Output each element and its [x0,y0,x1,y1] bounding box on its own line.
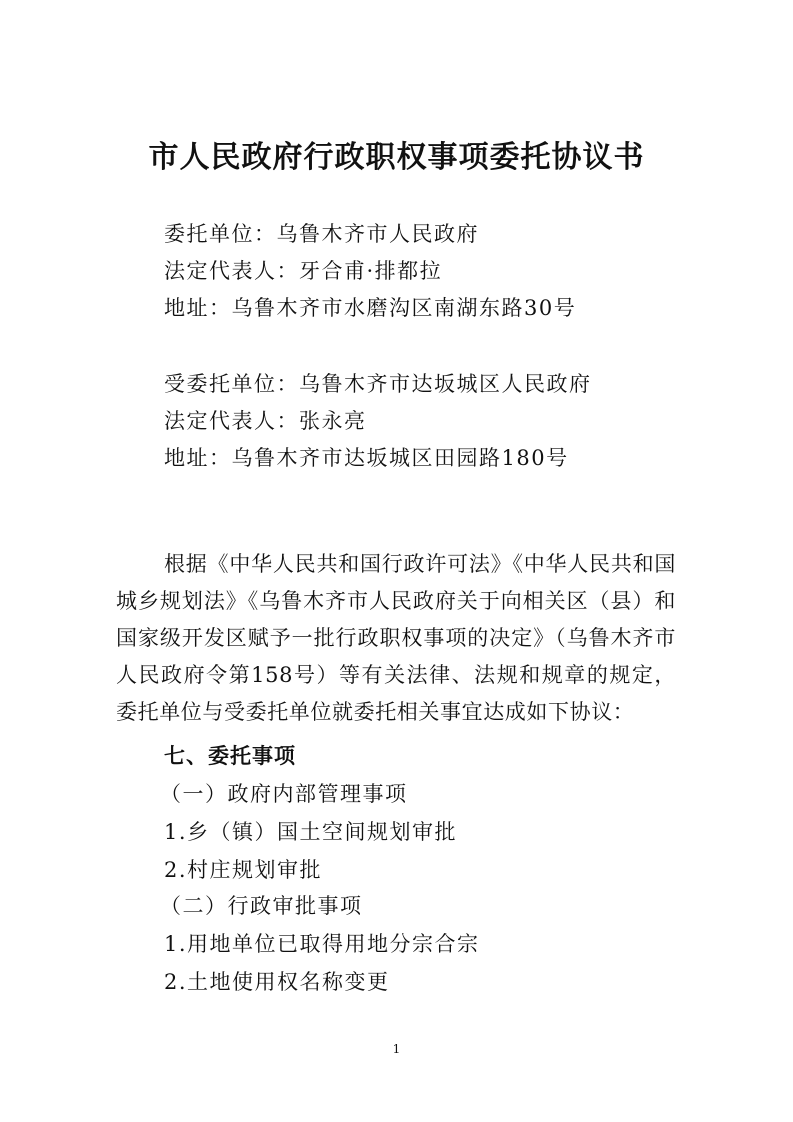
group-heading-approval: （二）行政审批事项 [160,894,363,918]
agent-representative: 法定代表人：张永亮 [164,409,367,433]
group-item: 2.村庄规划审批 [164,858,323,882]
agent-address: 地址：乌鲁木齐市达坂城区田园路180号 [164,446,569,470]
principal-unit: 委托单位：乌鲁木齐市人民政府 [164,222,479,246]
principal-representative: 法定代表人：牙合甫·排都拉 [164,259,443,283]
principal-address: 地址：乌鲁木齐市水磨沟区南湖东路30号 [164,296,577,320]
group-heading-internal: （一）政府内部管理事项 [160,782,408,806]
group-item: 1.乡（镇）国土空间规划审批 [164,820,458,844]
page-number: 1 [392,1042,401,1056]
group-item: 2.土地使用权名称变更 [164,970,390,994]
agent-unit: 受委托单位：乌鲁木齐市达坂城区人民政府 [164,372,592,396]
document-title: 市人民政府行政职权事项委托协议书 [148,140,645,175]
section-heading: 七、委托事项 [164,744,296,768]
group-item: 1.用地单位已取得用地分宗合宗 [164,932,480,956]
preamble-paragraph: 根据《中华人民共和国行政许可法》《中华人民共和国城乡规划法》《乌鲁木齐市人民政府关于向相关区（县）和国家级开发区赋予一批行政职权事项的决定》（乌鲁木齐市人民政府令第158号）等有关法律、法规和规章的规定，委托单位与受委托单位就委托相关事宜达成如下协议： [116,552,676,724]
